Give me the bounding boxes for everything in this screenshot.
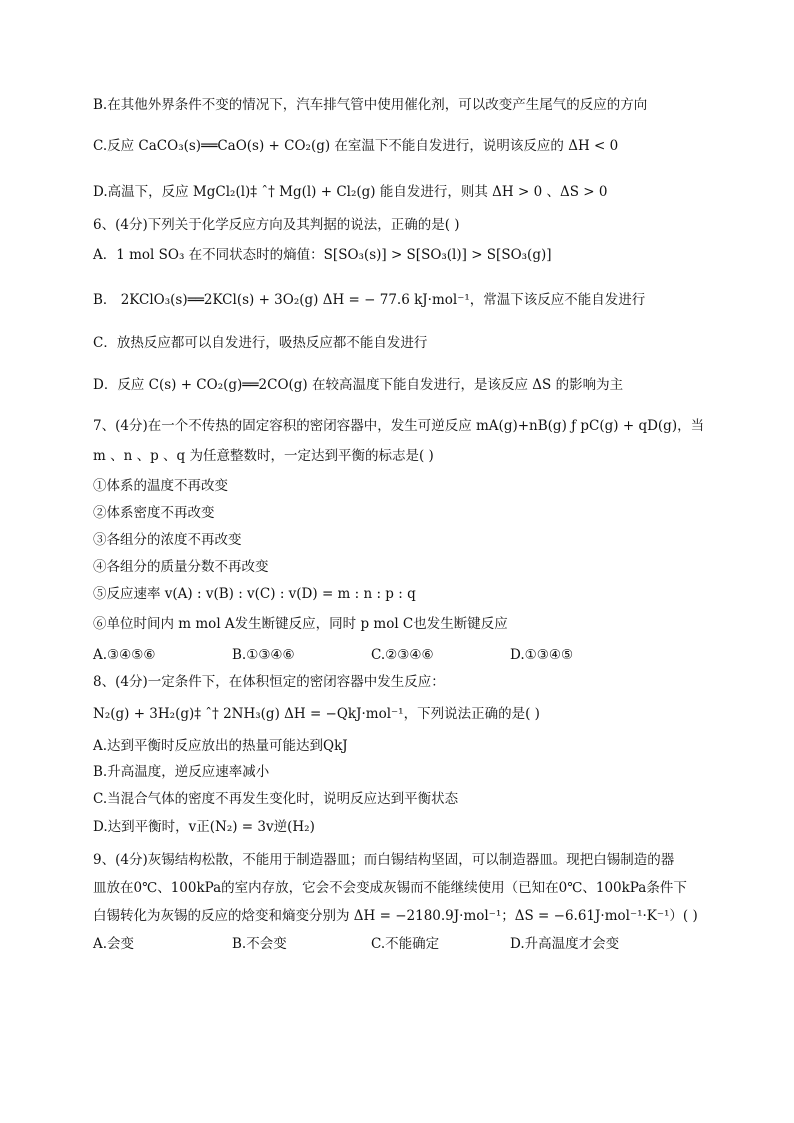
q9-stem-line2: 皿放在0℃、100kPa的室内存放，它会不会变成灰锡而不能继续使用（已知在0℃、100kPa条件下	[93, 880, 687, 896]
q9-choice-c: C.不能确定	[371, 936, 440, 952]
q8-stem-line1: 8、(4分)一定条件下，在体积恒定的密闭容器中发生反应：	[93, 674, 445, 690]
q9-choice-d: D.升高温度才会变	[510, 936, 620, 952]
q6-stem: 6、(4分)下列关于化学反应方向及其判据的说法，正确的是( )	[93, 217, 460, 233]
q7-stem-line1: 7、(4分)在一个不传热的固定容积的密闭容器中，发生可逆反应 mA(g)+nB(g) ƒ pC(g) + qD(g)，当	[93, 418, 705, 434]
q6-option-c: C．放热反应都可以自发进行，吸热反应都不能自发进行	[93, 335, 428, 351]
q7-condition-1: ①体系的温度不再改变	[93, 478, 228, 494]
q7-condition-6: ⑥单位时间内 m mol A发生断键反应，同时 p mol C也发生断键反应	[93, 616, 508, 632]
q7-choice-d: D.①③④⑤	[510, 647, 574, 663]
q6-option-d: D．反应 C(s) + CO₂(g)══2CO(g) 在较高温度下能自发进行，是该反应 ΔS 的影响为主	[93, 377, 624, 393]
q5-option-d: D.高温下，反应 MgCl₂(l)‡ ˆ† Mg(l) + Cl₂(g) 能自发进行，则其 ΔH > 0 、ΔS > 0	[93, 184, 608, 200]
q8-option-a: A.达到平衡时反应放出的热量可能达到QkJ	[93, 738, 348, 754]
q9-choice-a: A.会变	[93, 936, 135, 952]
q7-choice-b: B.①③④⑥	[232, 647, 295, 663]
q7-choice-c: C.②③④⑥	[371, 647, 434, 663]
q7-condition-5: ⑤反应速率 v(A) : v(B) : v(C) : v(D) = m : n : p : q	[93, 586, 416, 602]
q8-stem-line2: N₂(g) + 3H₂(g)‡ ˆ† 2NH₃(g) ΔH = −QkJ·mol⁻¹，下列说法正确的是( )	[93, 706, 540, 722]
q5-option-b: B.在其他外界条件不变的情况下，汽车排气管中使用催化剂，可以改变产生尾气的反应的方向	[93, 97, 648, 113]
q9-stem-line3: 白锡转化为灰锡的反应的焓变和熵变分别为 ΔH = −2180.9J·mol⁻¹；ΔS = −6.61J·mol⁻¹·K⁻¹）( )	[93, 908, 698, 924]
q8-option-d: D.达到平衡时，v正(N₂) = 3v逆(H₂)	[93, 819, 315, 835]
q9-choice-b: B.不会变	[232, 936, 287, 952]
q9-stem-line1: 9、(4分)灰锡结构松散，不能用于制造器皿；而白锡结构坚固，可以制造器皿。现把白锡制造的器	[93, 852, 675, 868]
q7-condition-4: ④各组分的质量分数不再改变	[93, 559, 269, 575]
q7-choice-a: A.③④⑤⑥	[93, 647, 156, 663]
q8-option-c: C.当混合气体的密度不再发生变化时，说明反应达到平衡状态	[93, 791, 459, 807]
q7-stem-line2: m 、n 、p 、q 为任意整数时，一定达到平衡的标志是( )	[93, 448, 434, 464]
q7-condition-3: ③各组分的浓度不再改变	[93, 532, 242, 548]
q6-option-b: B． 2KClO₃(s)══2KCl(s) + 3O₂(g) ΔH = − 77.6 kJ·mol⁻¹，常温下该反应不能自发进行	[93, 292, 646, 308]
q5-option-c: C.反应 CaCO₃(s)══CaO(s) + CO₂(g) 在室温下不能自发进行，说明该反应的 ΔH < 0	[93, 138, 619, 154]
q6-option-a: A．1 mol SO₃ 在不同状态时的熵值：S[SO₃(s)] > S[SO₃(l)] > S[SO₃(g)]	[93, 247, 552, 263]
q7-condition-2: ②体系密度不再改变	[93, 505, 215, 521]
q8-option-b: B.升高温度，逆反应速率减小	[93, 764, 270, 780]
